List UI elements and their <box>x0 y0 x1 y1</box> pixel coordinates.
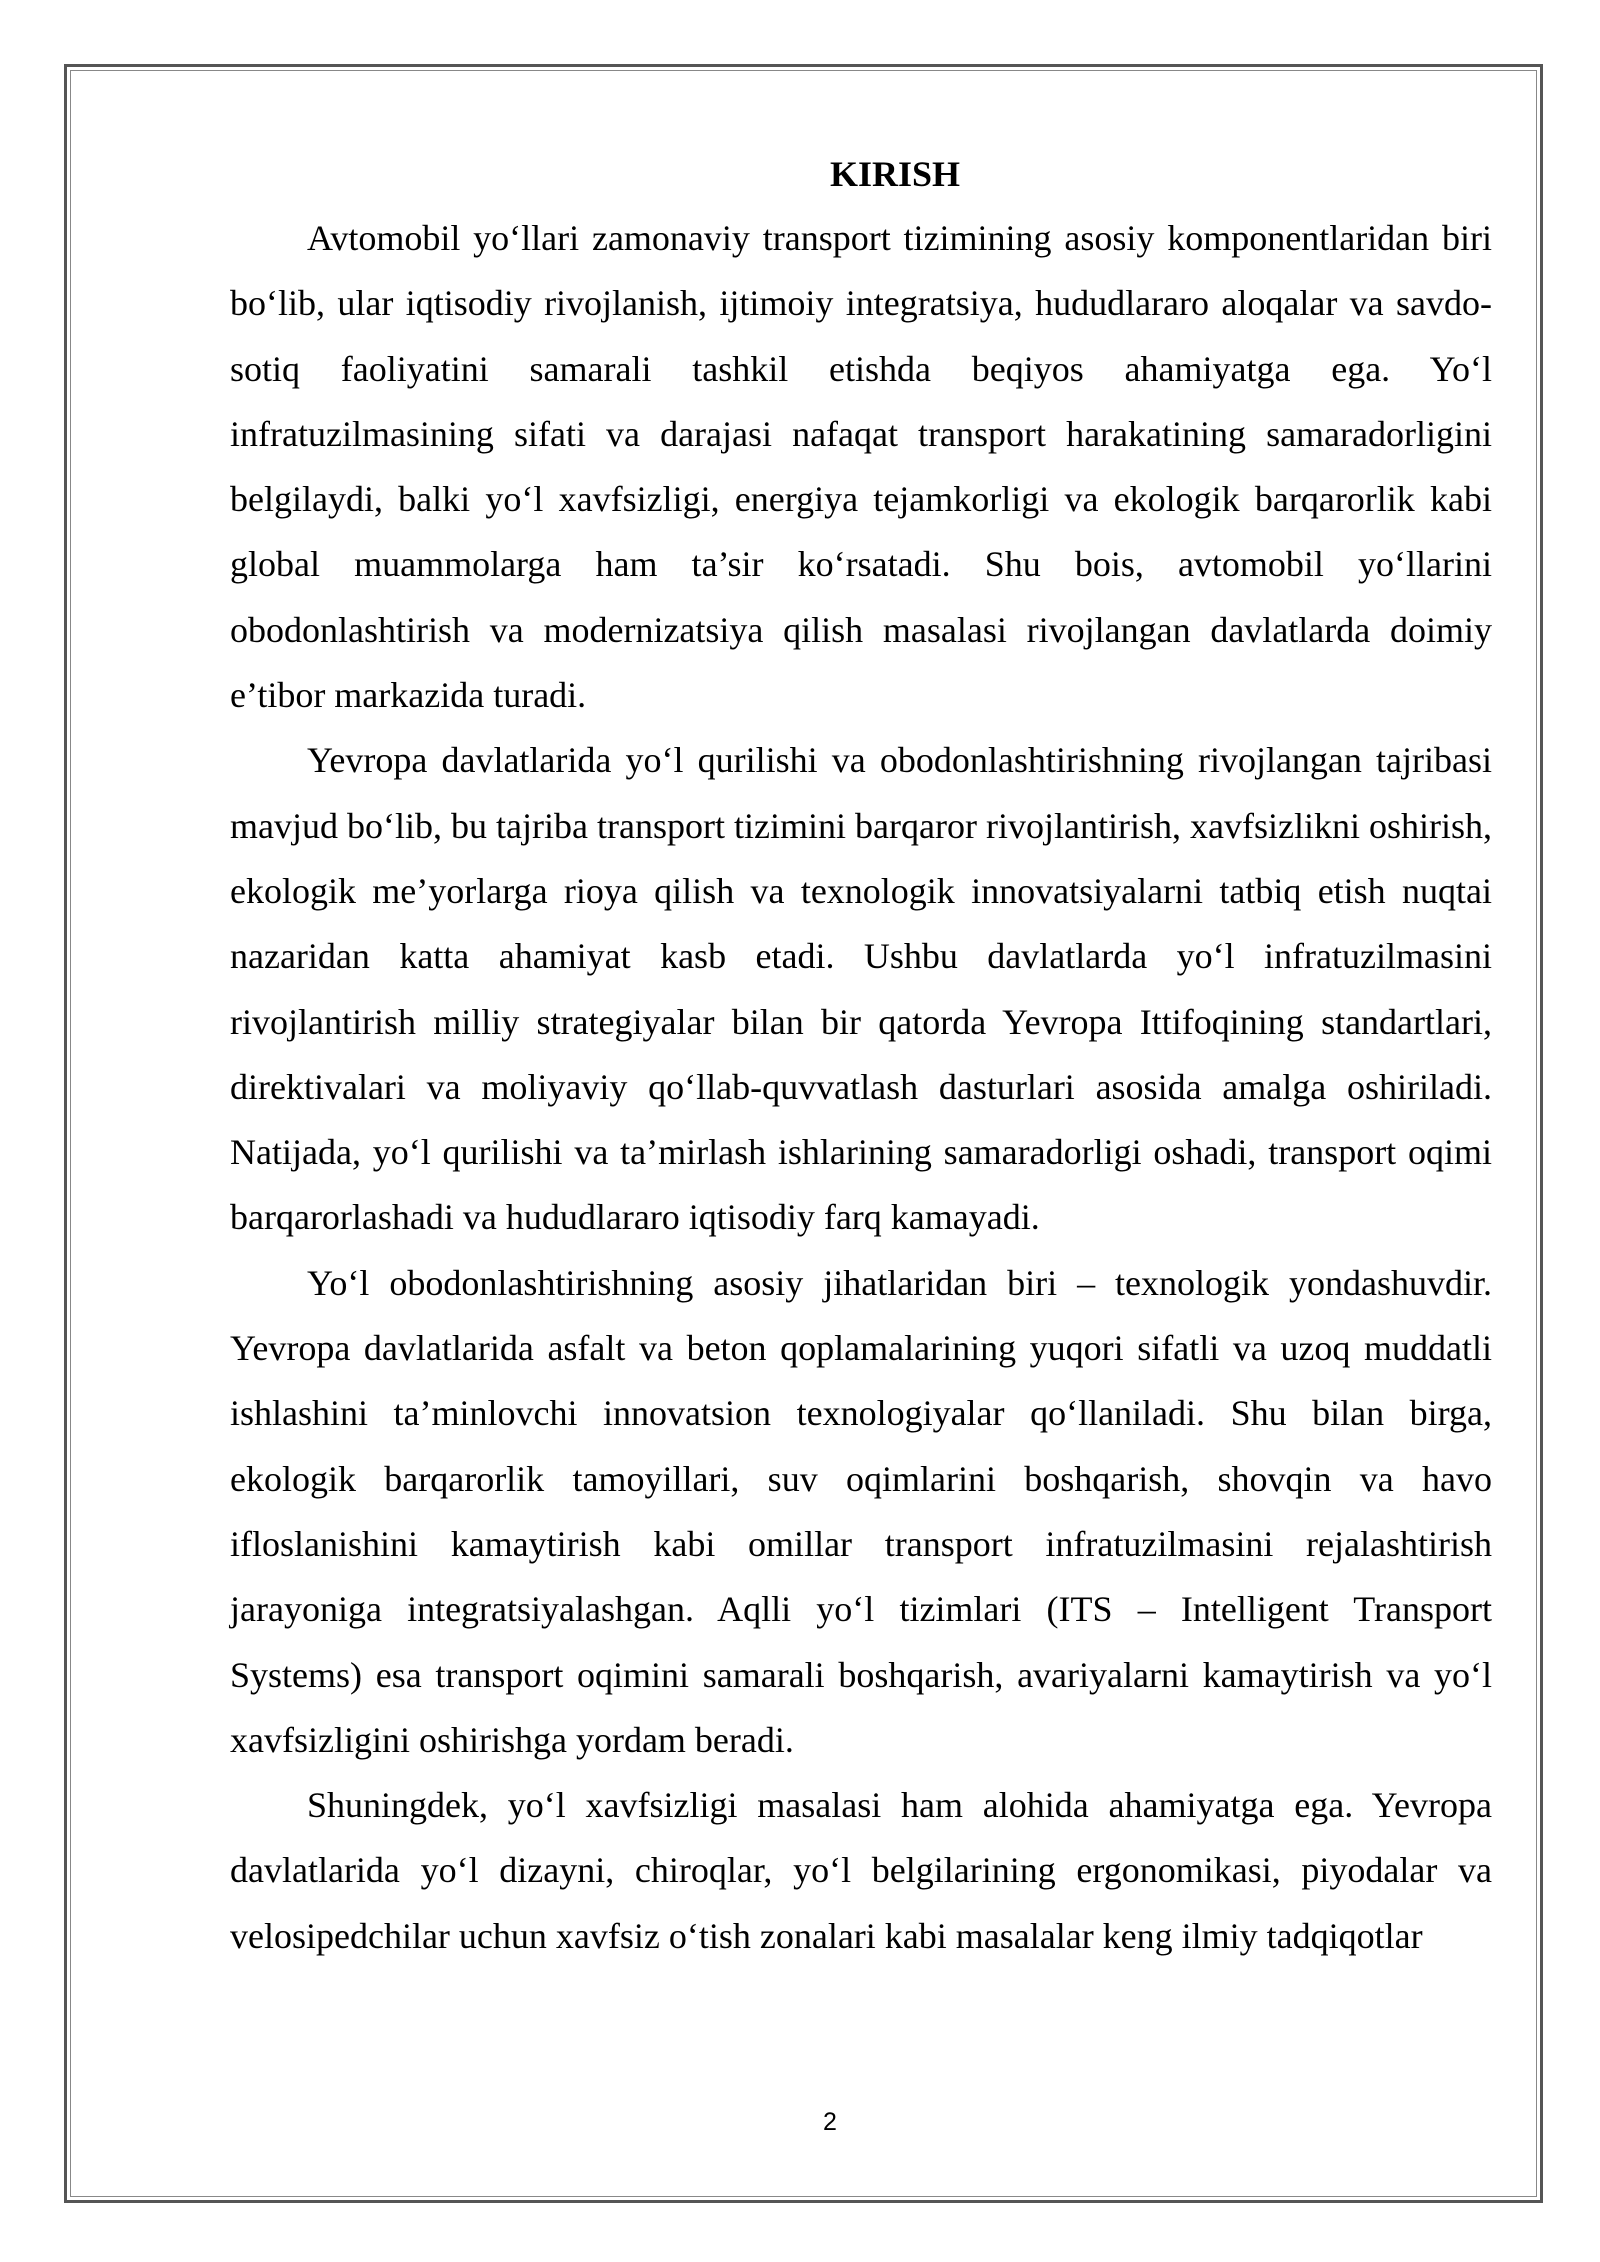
page-number: 2 <box>823 2108 837 2136</box>
paragraph-1: Avtomobil yo‘llari zamonaviy transport tizimining asosiy komponentlaridan biri bo‘lib, ular iqtisodiy rivojlanish, ijtimoiy integratsiya, hududlararo aloqalar va savdo-sotiq faoliyatini samarali tashkil etishda beqiyos ahamiyatga ega. Yo‘l infratuzilmasining sifati va darajasi nafaqat transport harakatining samaradorligini belgilaydi, balki yo‘l xavfsizligi, energiya tejamkorligi va ekologik barqarorlik kabi global muammolarga ham ta’sir ko‘rsatadi. Shu bois, avtomobil yo‘llarini obodonlashtirish va modernizatsiya qilish masalasi rivojlangan davlatlarda doimiy e’tibor markazida turadi. <box>230 218 1492 716</box>
paragraph-4: Shuningdek, yo‘l xavfsizligi masalasi ham alohida ahamiyatga ega. Yevropa davlatlarida yo‘l dizayni, chiroqlar, yo‘l belgilarining ergonomikasi, piyodalar va velosipedchilar uchun xavfsiz o‘tish zonalari kabi masalalar keng ilmiy tadqiqotlar <box>230 1785 1492 1956</box>
section-heading: KIRISH <box>829 154 961 194</box>
paragraph-3: Yo‘l obodonlashtirishning asosiy jihatlaridan biri – texnologik yondashuvdir. Yevropa davlatlarida asfalt va beton qoplamalarining yuqori sifatli va uzoq muddatli ishlashini ta’minlovchi innovatsion texnologiyalar qo‘llaniladi. Shu bilan birga, ekologik barqarorlik tamoyillari, suv oqimlarini boshqarish, shovqin va havo ifloslanishini kamaytirish kabi omillar transport infratuzilmasini rejalashtirish jarayoniga integratsiyalashgan. Aqlli yo‘l tizimlari (ITS – Intelligent Transport Systems) esa transport oqimini samarali boshqarish, avariyalarni kamaytirish va yo‘l xavfsizligini oshirishga yordam beradi. <box>230 1262 1492 1760</box>
document-body <box>230 148 1492 1969</box>
paragraph-2: Yevropa davlatlarida yo‘l qurilishi va obodonlashtirishning rivojlangan tajribasi mavjud bo‘lib, bu tajriba transport tizimini barqaror rivojlantirish, xavfsizlikni oshirish, ekologik me’yorlarga rioya qilish va texnologik innovatsiyalarni tatbiq etish nuqtai nazaridan katta ahamiyat kasb etadi. Ushbu davlatlarda yo‘l infratuzilmasini rivojlantirish milliy strategiyalar bilan bir qatorda Yevropa Ittifoqining standartlari, direktivalari va moliyaviy qo‘llab-quvvatlash dasturlari asosida amalga oshiriladi. Natijada, yo‘l qurilishi va ta’mirlash ishlarining samaradorligi oshadi, transport oqimi barqarorlashadi va hududlararo iqtisodiy farq kamayadi. <box>230 740 1492 1238</box>
